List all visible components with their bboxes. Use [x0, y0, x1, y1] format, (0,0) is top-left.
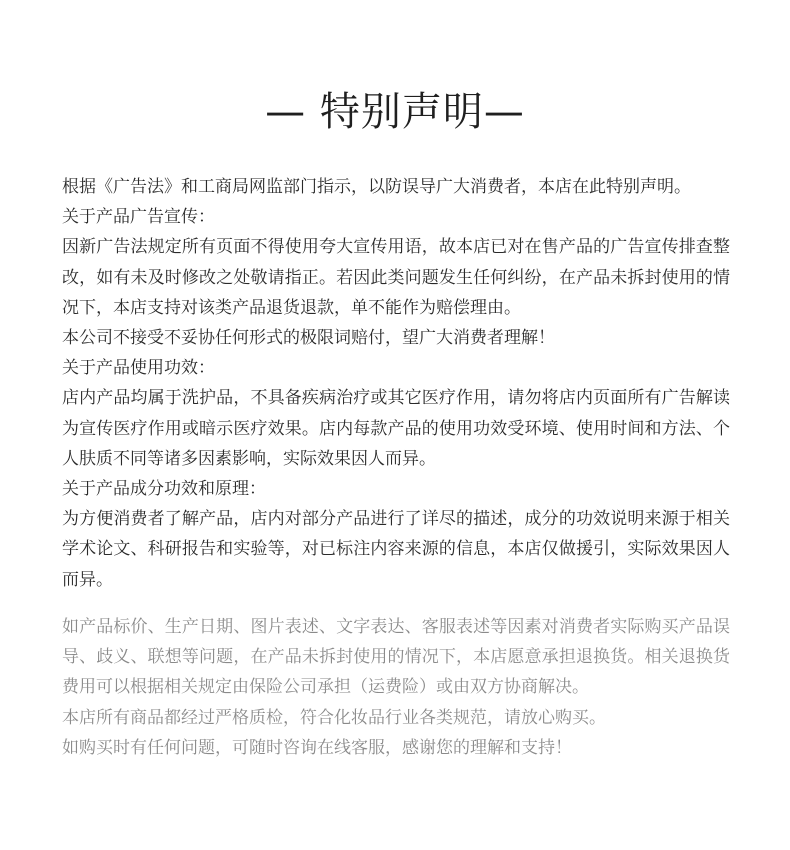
return-notice [62, 612, 730, 763]
efficacy-heading: 关于产品使用功效： [62, 358, 215, 379]
ingredients-heading: 关于产品成分功效和原理： [62, 479, 266, 500]
main-statement [62, 172, 730, 595]
return-policy-paragraph: 如产品标价、生产日期、图片表述、文字表达、客服表述等因素对消费者实际购买产品误导、歧义、联想等问题，在产品未拆封使用的情况下，本店愿意承担退换货。相关退换货费用可以根据相关规定由保险公司承担（运费险）或由双方协商解决。 [62, 617, 730, 698]
advertising-heading: 关于产品广告宣传： [62, 207, 215, 228]
page-title: — 特别声明— [265, 89, 525, 135]
support-paragraph: 如购买时有任何问题，可随时咨询在线客服，感谢您的理解和支持！ [62, 737, 572, 758]
quality-paragraph: 本店所有商品都经过严格质检，符合化妆品行业各类规范，请放心购买。 [62, 707, 606, 728]
intro-paragraph: 根据《广告法》和工商局网监部门指示，以防误导广大消费者，本店在此特别声明。 [62, 177, 691, 197]
ingredients-paragraph: 为方便消费者了解产品，店内对部分产品进行了详尽的描述，成分的功效说明来源于相关学术论文、科研报告和实验等，对已标注内容来源的信息，本店仅做援引，实际效果因人而异。 [62, 509, 730, 590]
advertising-note: 本公司不接受不妥协任何形式的极限词赔付，望广大消费者理解！ [62, 328, 555, 349]
advertising-paragraph: 因新广告法规定所有页面不得使用夸大宣传用语，故本店已对在售产品的广告宣传排查整改，如有未及时修改之处敬请指正。若因此类问题发生任何纠纷，在产品未拆封使用的情况下，本店支持对该类产品退货退款，单不能作为赔偿理由。 [62, 237, 730, 318]
efficacy-paragraph: 店内产品均属于洗护品，不具备疾病治疗或其它医疗作用，请勿将店内页面所有广告解读为宣传医疗作用或暗示医疗效果。店内每款产品的使用功效受环境、使用时间和方法、个人肤质不同等诸多因素影响，实际效果因人而异。 [62, 388, 730, 469]
